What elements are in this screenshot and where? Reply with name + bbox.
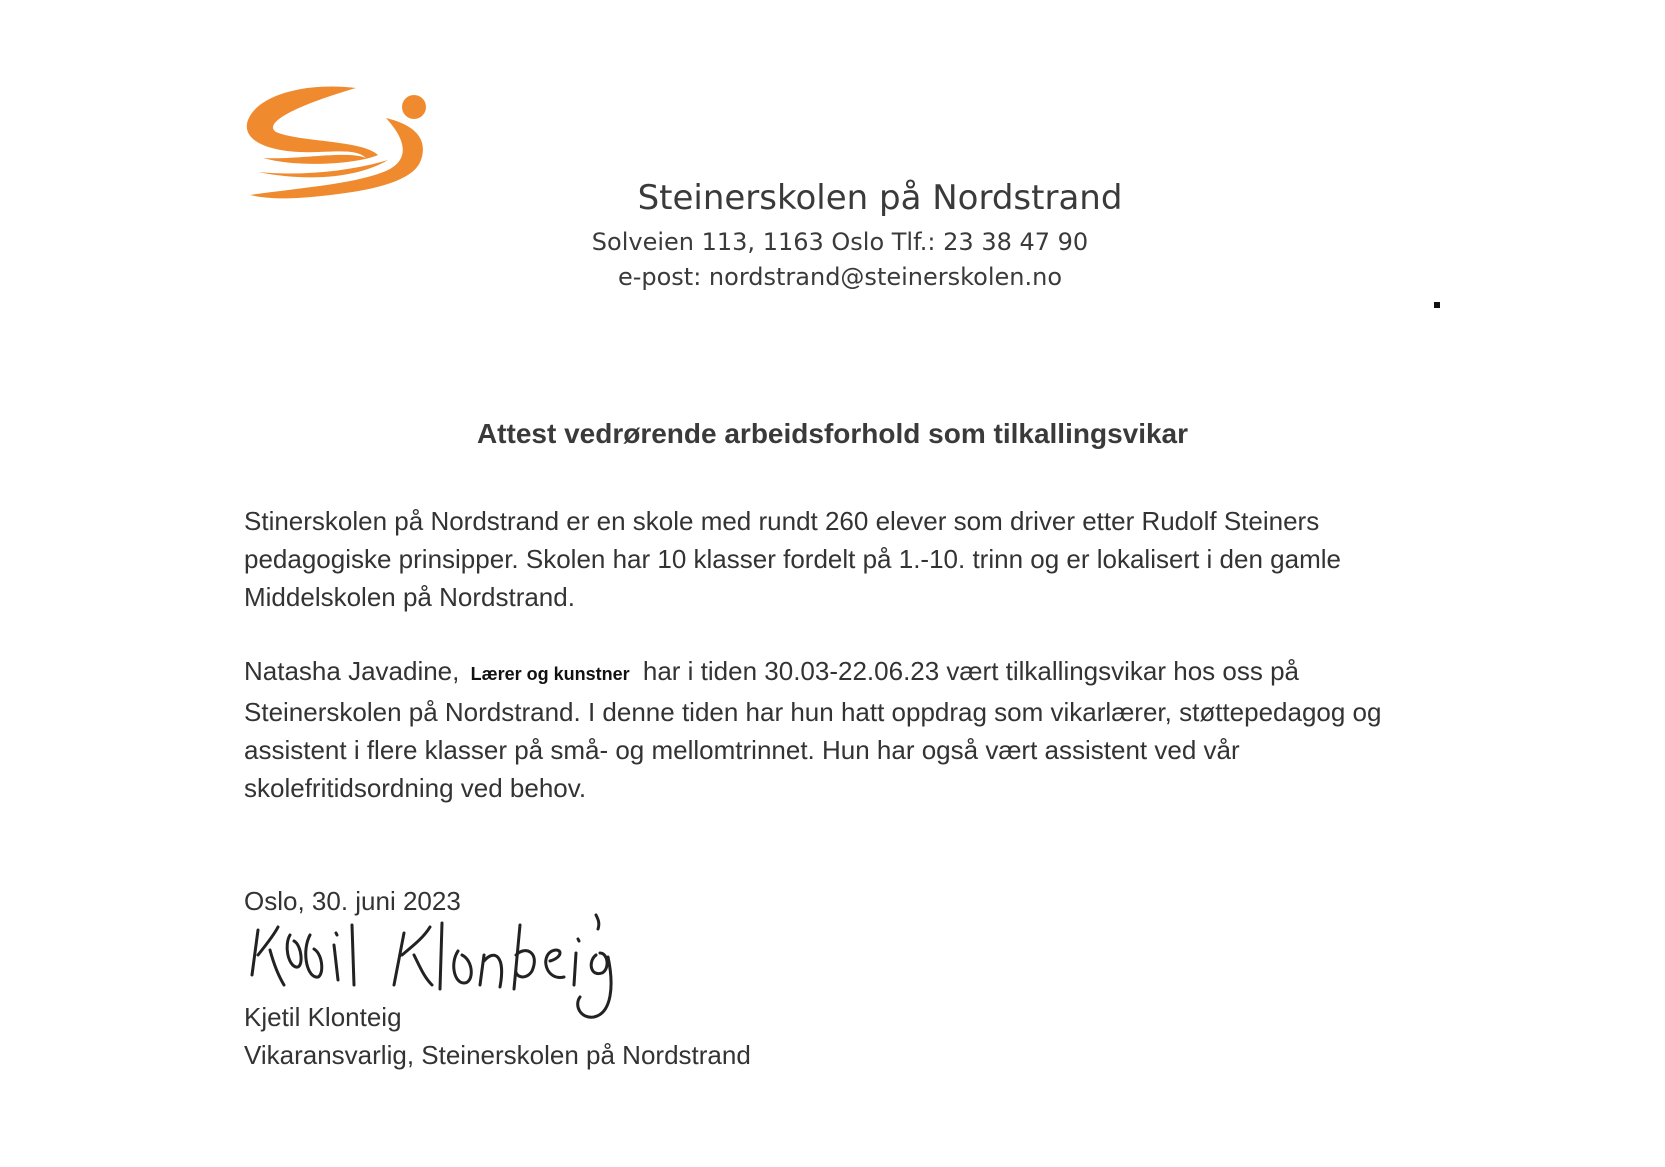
place-date: Oslo, 30. juni 2023 bbox=[244, 886, 461, 916]
school-email: e-post: nordstrand@steinerskolen.no bbox=[617, 263, 1063, 291]
intro-paragraph: Stinerskolen på Nordstrand er en skole med rundt 260 elever som driver etter Rudolf Steiners pedagogiske prinsipper. Skolen har 10 klasser fordelt på 1.-10. trinn og er lokalisert i den gamle Middelskolen på Nordstrand. bbox=[244, 506, 1341, 612]
signer-name: Kjetil Klonteig bbox=[244, 1002, 402, 1032]
document-title: Attest vedrørende arbeidsforhold som tilkallingsvikar bbox=[476, 418, 1189, 449]
stray-mark bbox=[1434, 302, 1440, 308]
employee-name: Natasha Javadine, bbox=[244, 656, 460, 686]
school-name: Steinerskolen på Nordstrand bbox=[637, 178, 1123, 218]
school-address: Solveien 113, 1163 Oslo Tlf.: 23 38 47 90 bbox=[591, 228, 1089, 256]
employment-paragraph bbox=[244, 652, 1444, 807]
employment-details: har i tiden 30.03-22.06.23 vært tilkallingsvikar hos oss på Steinerskolen på Nordstrand. I denne tiden har hun hatt oppdrag som vikarlærer, støttepedagog og assistent i flere klasser på små- og mellomtrinnet. Hun har også vært assistent ved vår skolefritidsordning ved behov. bbox=[244, 656, 1382, 803]
steinerskolen-s-logo-icon bbox=[238, 80, 443, 205]
signer-title: Vikaransvarlig, Steinerskolen på Nordstrand bbox=[244, 1040, 751, 1070]
employee-occupation: Lærer og kunstner bbox=[470, 664, 630, 684]
